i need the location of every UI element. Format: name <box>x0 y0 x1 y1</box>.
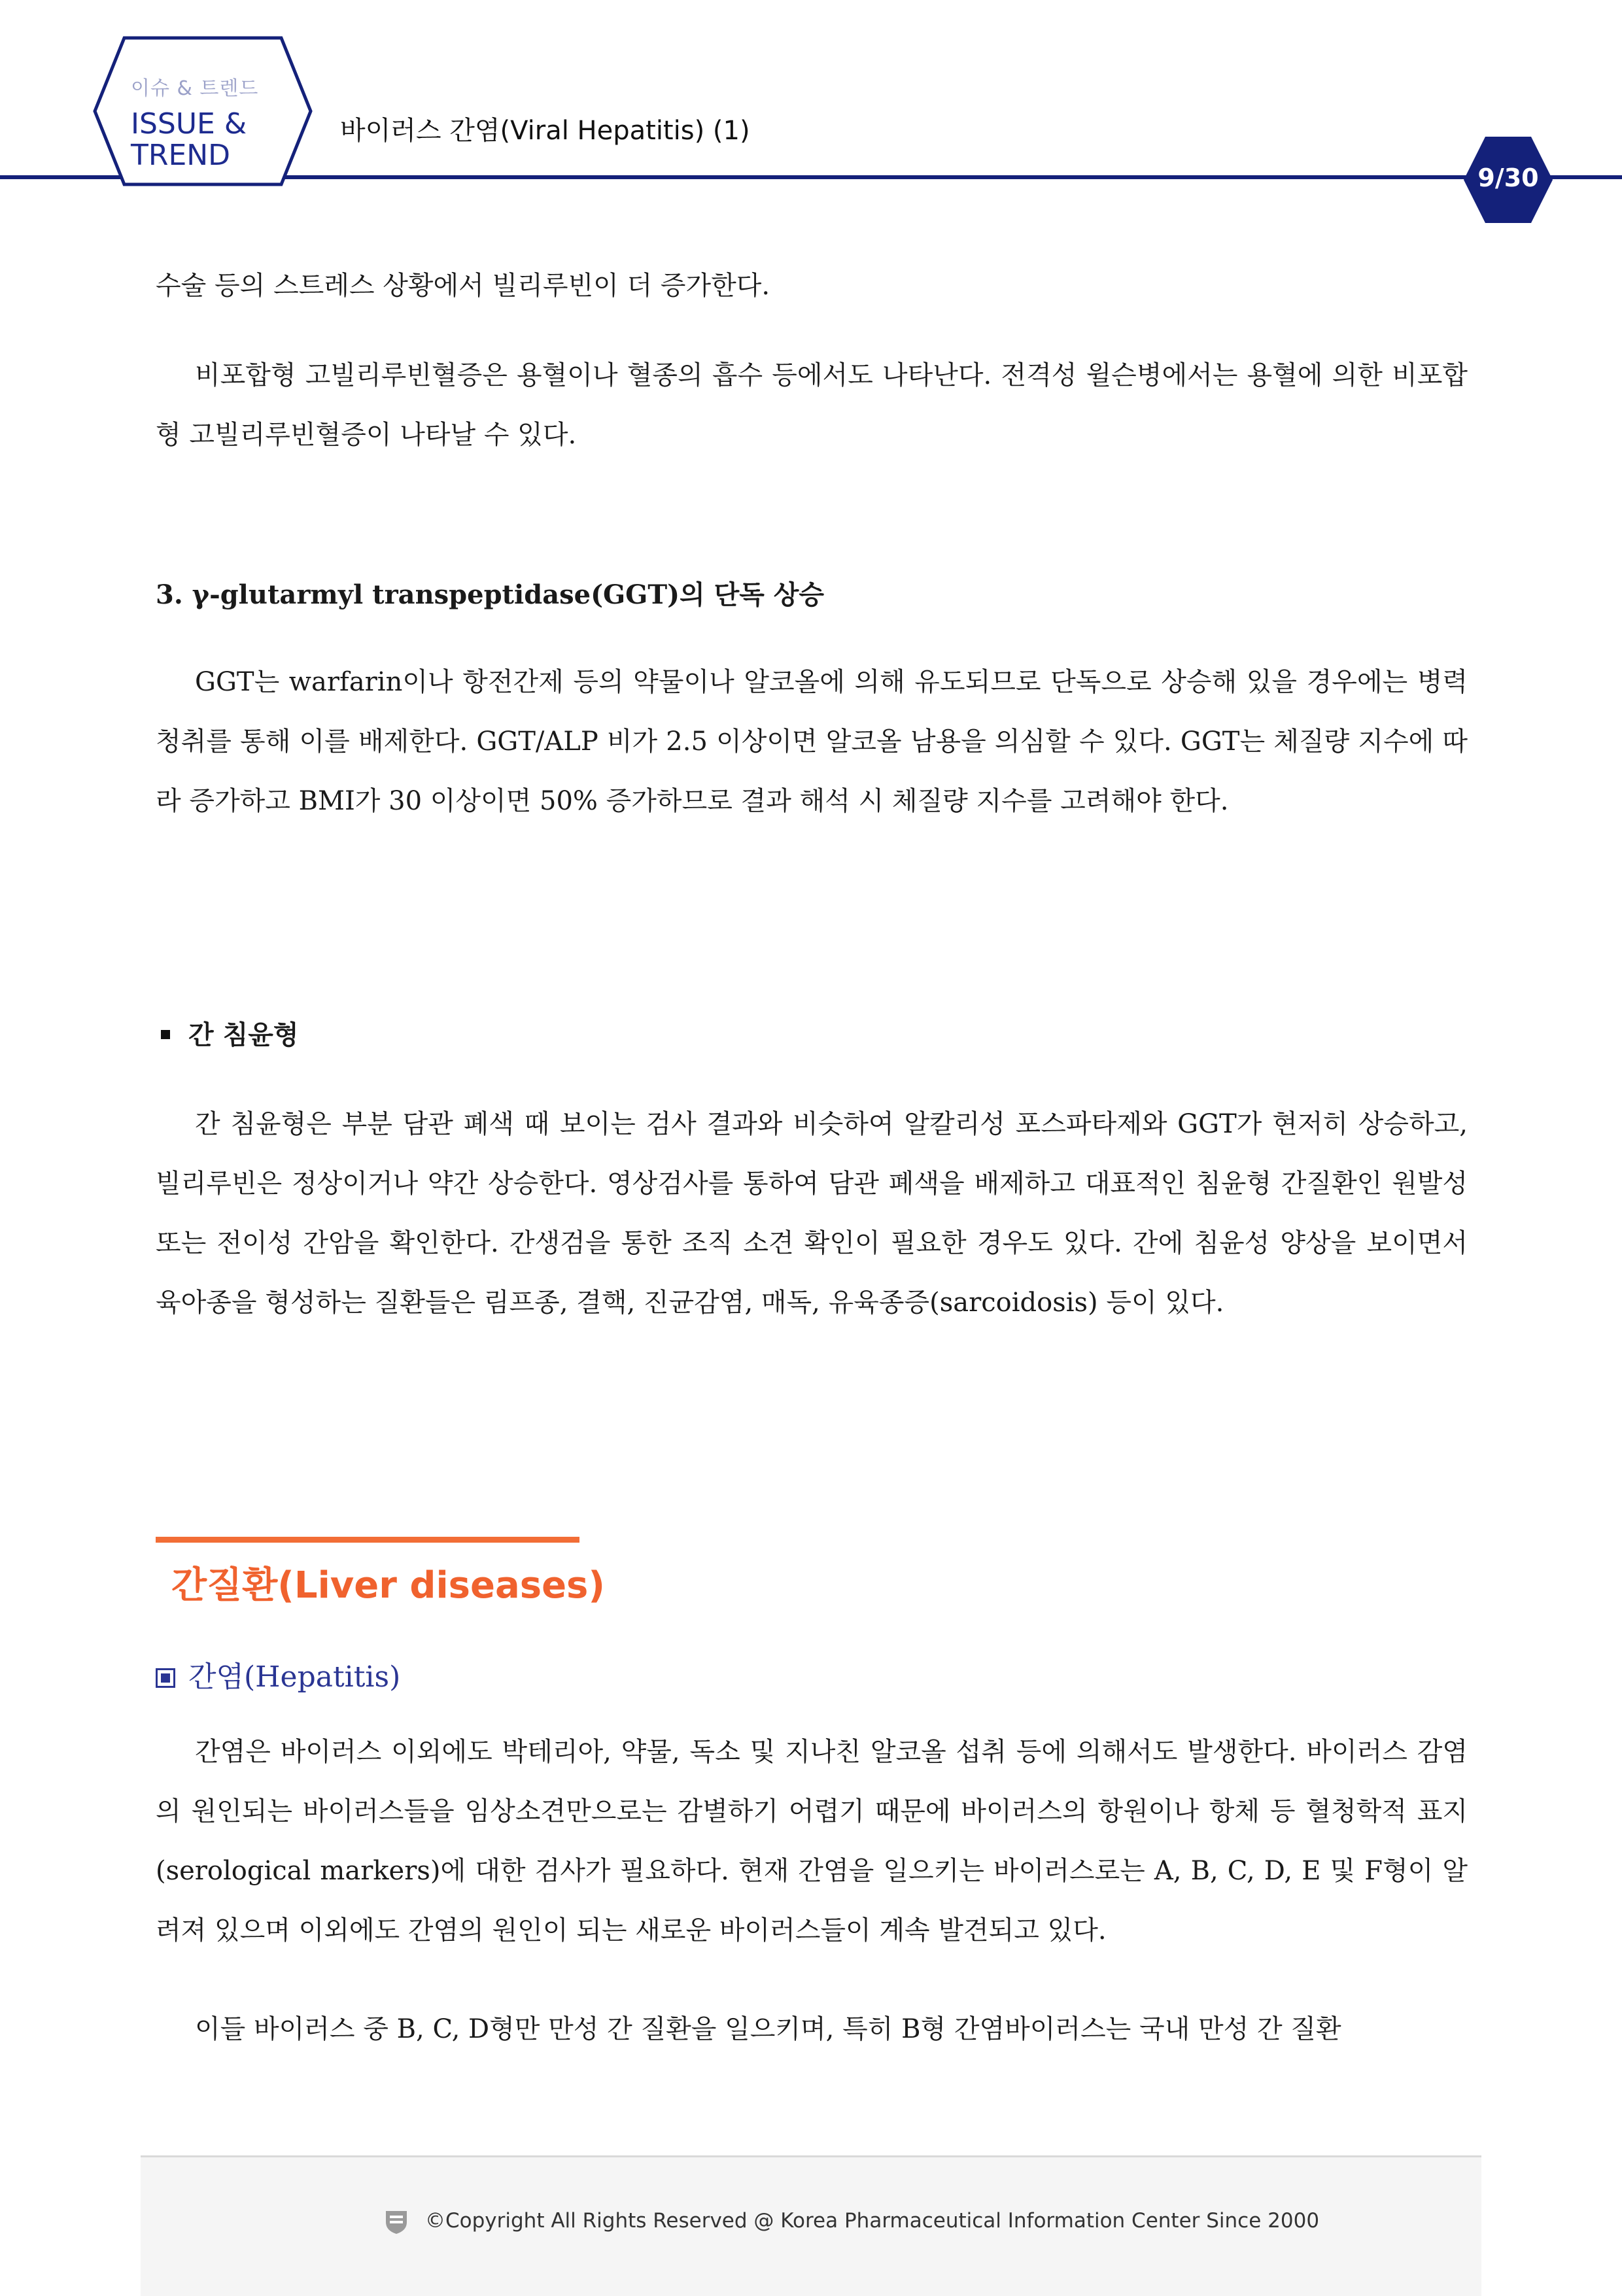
heading-ggt-isolated-elevation: 3. γ-glutarmyl transpeptidase(GGT)의 단독 상승 <box>156 579 825 610</box>
page-number: 9/30 <box>1477 163 1539 192</box>
footer-copyright: ©Copyright All Rights Reserved @ Korea Pharmaceutical Information Center Since 2000 <box>425 2209 1320 2233</box>
section-title: 간질환(Liver diseases) <box>171 1564 605 1607</box>
subsection-title <box>156 1653 400 1695</box>
header-title: 바이러스 간염(Viral Hepatitis) (1) <box>340 116 750 146</box>
paragraph-ggt: GGT는 warfarin이나 항전간제 등의 약물이나 알코올에 의해 유도되므로 단독으로 상승해 있을 경우에는 병력 청취를 통해 이를 배제한다. GGT/ALP 비가 2.5 이상이면 알코올 남용을 의심할 수 있다. GGT는 체질량 지수에 따라 증가하고 BMI가 30 이상이면 50% 증가하므로 결과 해석 시 체질량 지수를 고려해야 한다. <box>156 667 1468 816</box>
badge-issue-label: ISSUE & <box>131 107 247 141</box>
section-rule <box>156 1537 579 1543</box>
square-bullet-icon <box>161 1030 170 1039</box>
paragraph-chronic-viruses: 이들 바이러스 중 B, C, D형만 만성 간 질환을 일으키며, 특히 B형 간염바이러스는 국내 만성 간 질환 <box>195 2014 1341 2044</box>
badge-korean-label: 이슈 & 트렌드 <box>131 77 259 100</box>
boxed-square-icon <box>156 1668 175 1688</box>
paragraph-unconjugated-hyperbilirubinemia: 비포합형 고빌리루빈혈증은 용혈이나 혈종의 흡수 등에서도 나타난다. 전격성 윌슨병에서는 용혈에 의한 비포합형 고빌리루빈혈증이 나타날 수 있다. <box>156 360 1468 450</box>
bullet-heading-infiltrative <box>161 1014 299 1052</box>
paragraph-hepatitis-causes: 간염은 바이러스 이외에도 박테리아, 약물, 독소 및 지나친 알코올 섭취 등에 의해서도 발생한다. 바이러스 감염의 원인되는 바이러스들을 임상소견만으로는 감별하기 어렵기 때문에 바이러스의 항원이나 항체 등 혈청학적 표지(serological markers)에 대한 검사가 필요하다. 현재 간염을 일으키는 바이러스로는 A, B, C, D, E 및 F형이 알려져 있으며 이외에도 간염의 원인이 되는 새로운 바이러스들이 계속 발견되고 있다. <box>156 1737 1468 1945</box>
paragraph-bilirubin-stress: 수술 등의 스트레스 상황에서 빌리루빈이 더 증가한다. <box>156 271 770 301</box>
shield-logo-icon <box>385 2209 408 2235</box>
paragraph-infiltrative-type: 간 침윤형은 부분 담관 폐색 때 보이는 검사 결과와 비슷하여 알칼리성 포스파타제와 GGT가 현저히 상승하고, 빌리루빈은 정상이거나 약간 상승한다. 영상검사를 통하여 담관 폐색을 배제하고 대표적인 침윤형 간질환인 원발성 또는 전이성 간암을 확인한다. 간생검을 통한 조직 소견 확인이 필요한 경우도 있다. 간에 침윤성 양상을 보이면서 육아종을 형성하는 질환들은 림프종, 결핵, 진균감염, 매독, 유육종증(sarcoidosis) 등이 있다. <box>156 1109 1468 1318</box>
badge-trend-label: TREND <box>131 139 231 172</box>
subsection-title-label: 간염(Hepatitis) <box>188 1660 401 1694</box>
bullet-heading-label: 간 침윤형 <box>188 1019 299 1050</box>
